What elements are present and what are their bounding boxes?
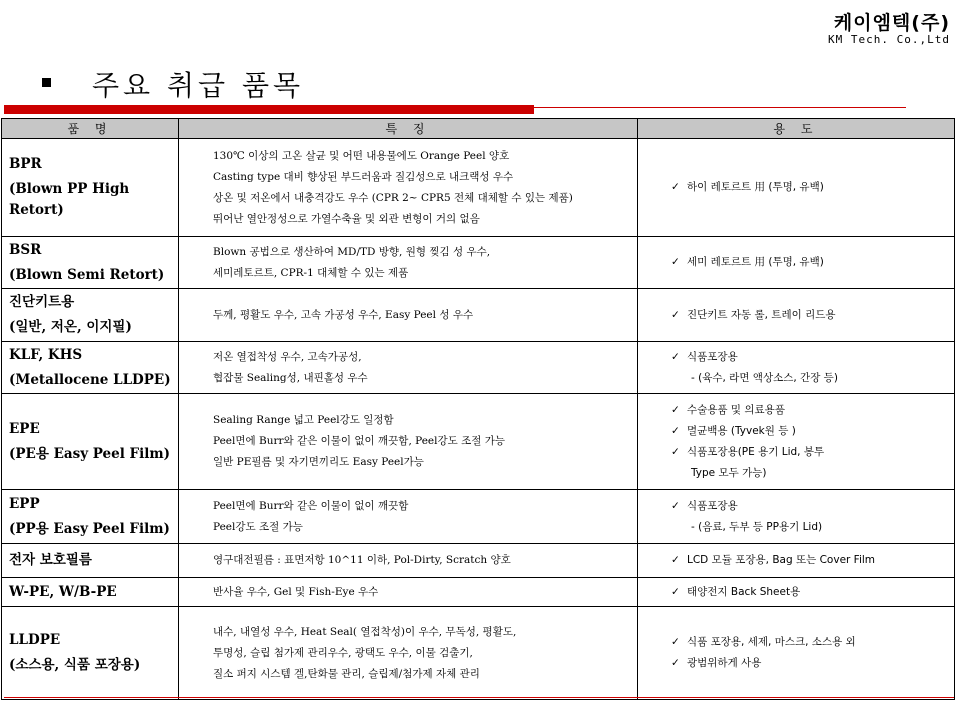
feature-line: 협잡물 Sealing성, 내핀홀성 우수 xyxy=(213,371,368,384)
feature-line: 뛰어난 열안정성으로 가열수축율 및 외관 변형이 거의 없음 xyxy=(213,212,480,225)
feature-line: 투명성, 슬립 첨가제 관리우수, 광택도 우수, 이물 검출기, xyxy=(213,646,473,659)
logo-english: KM Tech. Co.,Ltd xyxy=(828,33,950,46)
product-name-cell xyxy=(2,394,179,490)
product-name-line: (PE용 Easy Peel Film) xyxy=(9,445,171,462)
table-row xyxy=(2,289,955,342)
usage-cell xyxy=(638,394,955,490)
usage-cell xyxy=(638,607,955,700)
product-name-cell xyxy=(2,237,179,289)
usage-check-item: ✓ 수술용품 및 의료용품 xyxy=(671,400,954,421)
feature-line: 세미레토르트, CPR-1 대체할 수 있는 제품 xyxy=(213,266,409,279)
features-cell xyxy=(179,139,638,237)
usage-check-item: ✓ 멸균백용 (Tyvek원 등 ) xyxy=(671,421,954,442)
usage-check-item: ✓ 식품포장용 xyxy=(671,347,954,368)
usage-check-item: ✓ 광범위하게 사용 xyxy=(671,653,954,674)
title-underline-line xyxy=(534,107,906,108)
feature-line: Peel면에 Burr와 같은 이물이 없이 깨끗함, Peel강도 조절 가능 xyxy=(213,435,506,447)
usage-sub-item: Type 모두 가능) xyxy=(691,466,767,479)
product-name-cell xyxy=(2,289,179,342)
features-cell xyxy=(179,394,638,490)
product-name-cell xyxy=(2,544,179,578)
usage-check-item: ✓ LCD 모듈 포장용, Bag 또는 Cover Film xyxy=(671,550,954,571)
feature-line: 저온 열접착성 우수, 고속가공성, xyxy=(213,350,362,363)
usage-cell xyxy=(638,342,955,394)
usage-cell xyxy=(638,490,955,544)
title-bullet-icon xyxy=(42,78,51,87)
table-row xyxy=(2,607,955,700)
feature-line: 두께, 평활도 우수, 고속 가공성 우수, Easy Peel 성 우수 xyxy=(213,308,474,321)
page-title: 주요 취급 품목 xyxy=(92,69,305,102)
feature-line: 일반 PE필름 및 자기면끼리도 Easy Peel가능 xyxy=(213,456,424,468)
product-name-cell xyxy=(2,607,179,700)
product-name-line: KLF, KHS xyxy=(9,346,83,363)
product-name-line: EPE xyxy=(9,420,40,437)
features-cell xyxy=(179,289,638,342)
usage-check-item: ✓ 식품포장용(PE 용기 Lid, 봉투 xyxy=(671,442,954,463)
features-cell xyxy=(179,544,638,578)
feature-line: 내수, 내열성 우수, Heat Seal( 열접착성)이 우수, 무독성, 평활도, xyxy=(213,625,517,638)
usage-check-item: ✓ 식품 포장용, 세제, 마스크, 소스용 외 xyxy=(671,632,954,653)
usage-cell xyxy=(638,544,955,578)
feature-line: 상온 및 저온에서 내충격강도 우수 (CPR 2~ CPR5 전체 대체할 수 있는 제품) xyxy=(213,191,573,204)
product-name-line: 진단키트용 xyxy=(9,294,75,311)
bottom-rule xyxy=(4,697,954,698)
feature-line: Peel강도 조절 가능 xyxy=(213,520,303,533)
product-name-line: (소스용, 식품 포장용) xyxy=(9,657,141,673)
usage-sub-item: - (육수, 라면 액상소스, 간장 등) xyxy=(691,371,838,384)
product-name-line: EPP xyxy=(9,495,40,512)
product-name-line: BSR xyxy=(9,241,42,258)
usage-sub-item: - (음료, 두부 등 PP용기 Lid) xyxy=(691,520,823,533)
table-row xyxy=(2,490,955,544)
table-row xyxy=(2,394,955,490)
product-name-line: 전자 보호필름 xyxy=(9,552,92,569)
product-name-line: (Blown Semi Retort) xyxy=(9,266,165,283)
usage-check-item: ✓ 진단키트 자동 롤, 트레이 리드용 xyxy=(671,305,954,326)
product-name-cell xyxy=(2,578,179,607)
features-cell xyxy=(179,342,638,394)
title-underline-bar xyxy=(4,105,534,114)
product-name-line: (Metallocene LLDPE) xyxy=(9,371,171,388)
features-cell xyxy=(179,490,638,544)
feature-line: 질소 퍼지 시스템 겔,탄화물 관리, 슬립제/첨가제 자체 관리 xyxy=(213,667,480,680)
product-name-line: (일반, 저온, 이지필) xyxy=(9,319,132,335)
usage-check-item: ✓ 태양전지 Back Sheet용 xyxy=(671,582,954,603)
feature-line: Blown 공법으로 생산하여 MD/TD 방향, 원형 찢김 성 우수, xyxy=(213,245,491,258)
table-row xyxy=(2,237,955,289)
table-row xyxy=(2,342,955,394)
header-usage: 용 도 xyxy=(638,119,955,139)
table-row xyxy=(2,139,955,237)
feature-line: Peel면에 Burr와 같은 이물이 없이 깨끗함 xyxy=(213,499,409,512)
product-name-line: W-PE, W/B-PE xyxy=(9,583,117,600)
product-table xyxy=(1,118,955,700)
table-row xyxy=(2,544,955,578)
header-product-name: 품 명 xyxy=(2,119,179,139)
usage-cell xyxy=(638,237,955,289)
usage-check-item: ✓ 세미 레토르트 用 (투명, 유백) xyxy=(671,252,954,273)
logo-korean: 케이엠텍(주) xyxy=(833,12,950,34)
usage-check-item: ✓ 하이 레토르트 用 (투명, 유백) xyxy=(671,177,954,198)
header-features: 특 징 xyxy=(179,119,638,139)
company-logo xyxy=(828,8,950,46)
table-header-row xyxy=(2,119,955,139)
features-cell xyxy=(179,237,638,289)
features-cell xyxy=(179,578,638,607)
usage-cell xyxy=(638,578,955,607)
product-name-cell xyxy=(2,139,179,237)
usage-cell xyxy=(638,289,955,342)
usage-check-item: ✓ 식품포장용 xyxy=(671,496,954,517)
product-name-line: BPR xyxy=(9,156,42,173)
product-name-line: (PP용 Easy Peel Film) xyxy=(9,520,170,537)
table-row xyxy=(2,578,955,607)
features-cell xyxy=(179,607,638,700)
feature-line: 영구대전필름 : 표면저항 10^11 이하, Pol-Dirty, Scratch 양호 xyxy=(213,554,511,566)
product-name-line: LLDPE xyxy=(9,632,61,649)
feature-line: Casting type 대비 향상된 부드러움과 질김성으로 내크랙성 우수 xyxy=(213,170,514,183)
feature-line: 130℃ 이상의 고온 살균 및 어떤 내용물에도 Orange Peel 양호 xyxy=(213,149,510,162)
usage-cell xyxy=(638,139,955,237)
feature-line: Sealing Range 넓고 Peel강도 일정함 xyxy=(213,414,394,426)
product-name-cell xyxy=(2,490,179,544)
product-name-line: (Blown PP High Retort) xyxy=(9,181,130,218)
feature-line: 반사율 우수, Gel 및 Fish-Eye 우수 xyxy=(213,585,379,598)
product-name-cell xyxy=(2,342,179,394)
